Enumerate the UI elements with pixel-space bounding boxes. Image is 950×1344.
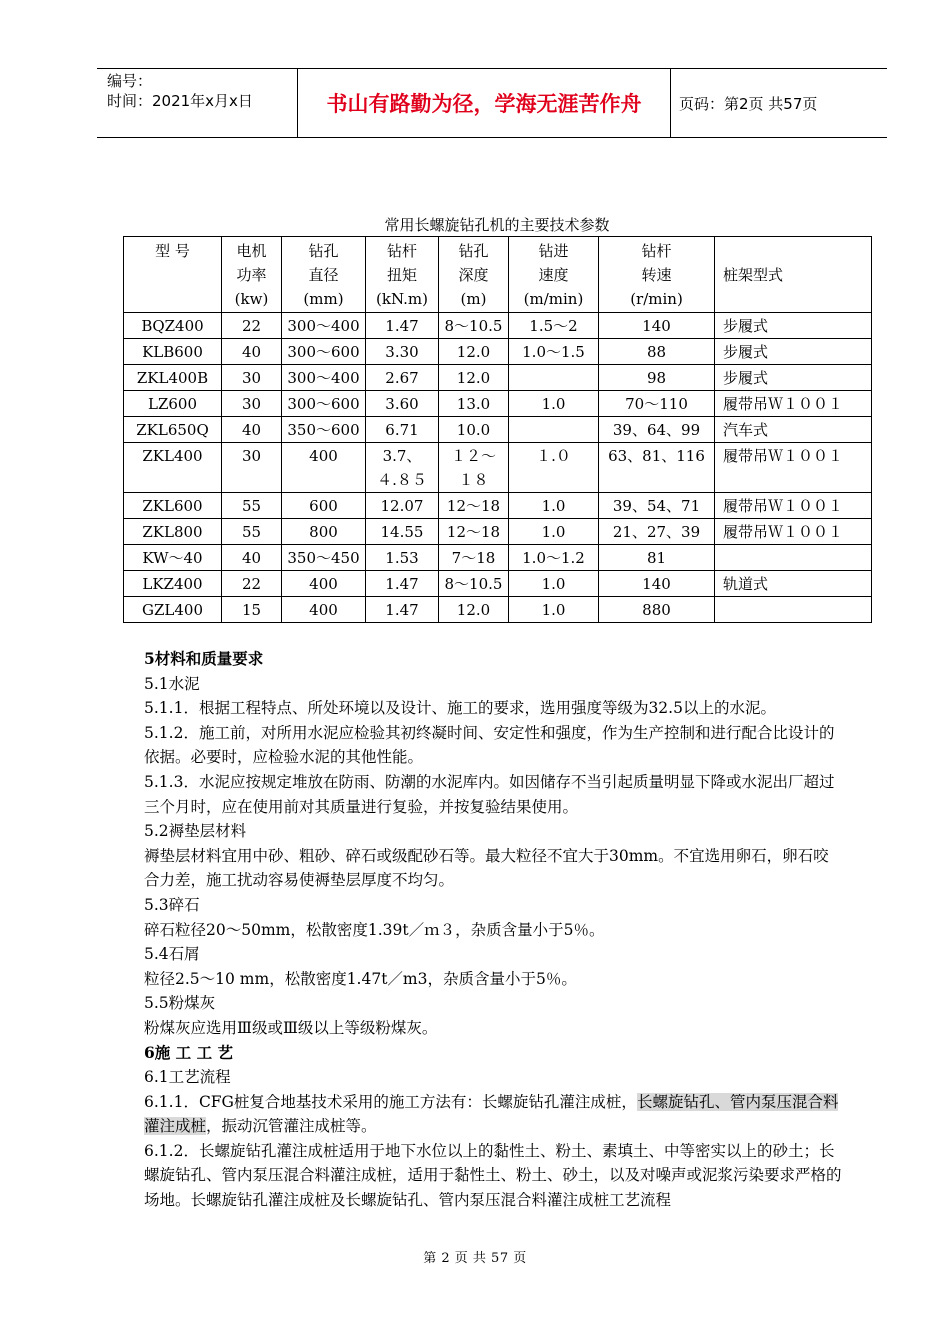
table-row [124,365,872,391]
table-cell: 39、54、71 [599,493,715,519]
table-cell: 3.60 [366,391,439,417]
table-cell: 300～600 [282,339,366,365]
header-meta [97,69,297,137]
header-page-info [679,69,887,137]
table-row [124,443,872,493]
table-cell: 1.0 [509,391,599,417]
table-cell: 1.0 [509,519,599,545]
header-cell: 钻杆 转速 (r/min) [599,237,715,313]
table-cell: 350～450 [282,545,366,571]
table-row [124,339,872,365]
table-cell: 履带吊Ｗ１００１ [715,443,872,493]
table-cell: 1.47 [366,313,439,339]
body-content [144,647,844,1213]
table-cell: 汽车式 [715,417,872,443]
table-cell: 70～110 [599,391,715,417]
table-row [124,391,872,417]
document-number-label: 编号： [107,72,153,90]
table-cell: BQZ400 [124,313,222,339]
table-cell: 步履式 [715,339,872,365]
table-cell: 300～400 [282,313,366,339]
table-body [124,313,872,623]
table-cell: 800 [282,519,366,545]
table-cell: 600 [282,493,366,519]
table-cell: 6.71 [366,417,439,443]
table-cell: 1.0～1.2 [509,545,599,571]
table-row [124,545,872,571]
table-cell: 400 [282,597,366,623]
table-cell: 30 [222,443,282,493]
table-cell: 3.30 [366,339,439,365]
table-cell: ZKL400B [124,365,222,391]
header-cell: 钻孔 深度 (m) [439,237,509,313]
table-cell: 8～10.5 [439,571,509,597]
document-time-label: 时间：2021年x月x日 [107,92,253,110]
table-cell: ZKL600 [124,493,222,519]
table-cell: 步履式 [715,365,872,391]
table-cell: 履带吊Ｗ１００１ [715,391,872,417]
paragraph: 5.1.3．水泥应按规定堆放在防雨、防潮的水泥库内。如因储存不当引起质量明显下降或水泥出厂超过三个月时，应在使用前对其质量进行复验，并按复验结果使用。 [144,772,835,816]
table-cell: 履带吊Ｗ１００１ [715,519,872,545]
subsection-heading: 5.2褥垫层材料 [144,822,247,841]
paragraph: 碎石粒径20～50mm，松散密度1.39t／ｍ３，杂质含量小于5％。 [144,920,605,939]
table-header-row [124,237,872,313]
table-cell: 14.55 [366,519,439,545]
table-cell: 30 [222,365,282,391]
table-cell: 400 [282,571,366,597]
page-footer: 第 2 页 共 57 页 [423,1251,527,1266]
paragraph: 6.1.2．长螺旋钻孔灌注成桩适用于地下水位以上的黏性土、粉土、素填土、中等密实以上的砂土；长螺旋钻孔、管内泵压混合料灌注成桩，适用于黏性土、粉土、砂土，以及对噪声或泥浆污染要求严格的场地。长螺旋钻孔灌注成桩及长螺旋钻孔、管内泵压混合料灌注成桩工艺流程 [144,1141,842,1210]
table-row [124,519,872,545]
spec-table [123,236,872,623]
table-cell: 3.7、 ４.８５ [366,443,439,493]
table-cell: 1.53 [366,545,439,571]
table-cell: １２～ １８ [439,443,509,493]
table-cell: 8～10.5 [439,313,509,339]
table-cell: 22 [222,571,282,597]
table-cell: 15 [222,597,282,623]
header-cell: 钻孔 直径 (mm) [282,237,366,313]
table-cell: KW～40 [124,545,222,571]
table-cell: 10.0 [439,417,509,443]
table-cell: 40 [222,417,282,443]
table-cell: 13.0 [439,391,509,417]
table-cell: 22 [222,313,282,339]
header-cell: 钻杆 扭矩 (kN.m) [366,237,439,313]
subsection-heading: 5.3碎石 [144,895,200,914]
section-heading: 5材料和质量要求 [144,649,264,668]
table-cell: 400 [282,443,366,493]
table-cell: １.０ [509,443,599,493]
highlighted-text: 长螺旋钻孔、管内泵压混合料灌注成桩 [144,1092,839,1136]
table-cell: ZKL650Q [124,417,222,443]
table-cell: KLB600 [124,339,222,365]
section-heading: 6施 工 工 艺 [144,1042,233,1062]
table-cell: LKZ400 [124,571,222,597]
table-cell: 12～18 [439,493,509,519]
table-cell: 履带吊Ｗ１００１ [715,493,872,519]
table-cell: 1.0～1.5 [509,339,599,365]
table-cell: 88 [599,339,715,365]
subsection-heading: 5.1水泥 [144,674,200,693]
table-cell: 1.47 [366,571,439,597]
table-row [124,313,872,339]
table-cell: 40 [222,339,282,365]
text-run: 6.1.1．CFG桩复合地基技术采用的施工方法有：长螺旋钻孔灌注成桩， [144,1092,637,1111]
table-cell [715,597,872,623]
table-cell: 12～18 [439,519,509,545]
table-cell [509,417,599,443]
table-cell: 12.0 [439,339,509,365]
paragraph: 5.1.2．施工前，对所用水泥应检验其初终凝时间、安定性和强度，作为生产控制和进行配合比设计的依据。必要时，应检验水泥的其他性能。 [144,723,835,767]
table-cell: 12.0 [439,597,509,623]
table-cell: 39、64、99 [599,417,715,443]
table-cell: 63、81、116 [599,443,715,493]
table-cell: 1.0 [509,597,599,623]
table-cell: 步履式 [715,313,872,339]
table-cell: 1.5～2 [509,313,599,339]
table-cell: 81 [599,545,715,571]
table-row [124,493,872,519]
table-cell: LZ600 [124,391,222,417]
table-cell: 1.0 [509,493,599,519]
table-title: 常用长螺旋钻孔机的主要技术参数 [384,216,610,234]
text-run: ，振动沉管灌注成桩等。 [206,1117,377,1136]
subsection-heading: 6.1工艺流程 [144,1068,231,1087]
paragraph: 粉煤灰应选用Ⅲ级或Ⅲ级以上等级粉煤灰。 [144,1018,438,1037]
table-cell: 98 [599,365,715,391]
paragraph: 5.1.1．根据工程特点、所处环境以及设计、施工的要求，选用强度等级为32.5以上的水泥。 [144,699,776,718]
paragraph: 粒径2.5～10 mm，松散密度1.47t／m3，杂质含量小于5％。 [144,969,577,988]
table-cell: 140 [599,313,715,339]
table-cell [715,545,872,571]
table-cell: 7～18 [439,545,509,571]
table-cell: 21、27、39 [599,519,715,545]
table-cell: 2.67 [366,365,439,391]
table-cell: ZKL800 [124,519,222,545]
table-cell: ZKL400 [124,443,222,493]
table-cell: 880 [599,597,715,623]
table-row [124,571,872,597]
table-cell: 300～600 [282,391,366,417]
header-cell: 型 号 [124,237,222,313]
table-row [124,597,872,623]
table-cell: 55 [222,493,282,519]
paragraph: 褥垫层材料宜用中砂、粗砂、碎石或级配砂石等。最大粒径不宜大于30mm。不宜选用卵石，卵石咬合力差，施工扰动容易使褥垫层厚度不均匀。 [144,846,829,890]
table-cell: 30 [222,391,282,417]
subsection-heading: 5.5粉煤灰 [144,994,216,1013]
subsection-heading: 5.4石屑 [144,945,200,964]
table-cell: 1.47 [366,597,439,623]
table-row [124,417,872,443]
table-cell: 40 [222,545,282,571]
table-cell: 140 [599,571,715,597]
header-cell: 钻进 速度 (m/min) [509,237,599,313]
header-cell: 电机 功率 (kw) [222,237,282,313]
paragraph [144,1090,844,1139]
page-header [97,68,887,138]
table-cell: 12.07 [366,493,439,519]
table-cell: 300～400 [282,365,366,391]
page-info-text: 页码：第2页 共57页 [679,94,818,113]
table-cell: 350～600 [282,417,366,443]
table-cell: 12.0 [439,365,509,391]
header-cell: 桩架型式 [715,237,872,313]
table-cell: 轨道式 [715,571,872,597]
header-motto: 书山有路勤为径，学海无涯苦作舟 [297,69,671,137]
table-cell [509,365,599,391]
table-cell: GZL400 [124,597,222,623]
table-cell: 1.0 [509,571,599,597]
table-cell: 55 [222,519,282,545]
